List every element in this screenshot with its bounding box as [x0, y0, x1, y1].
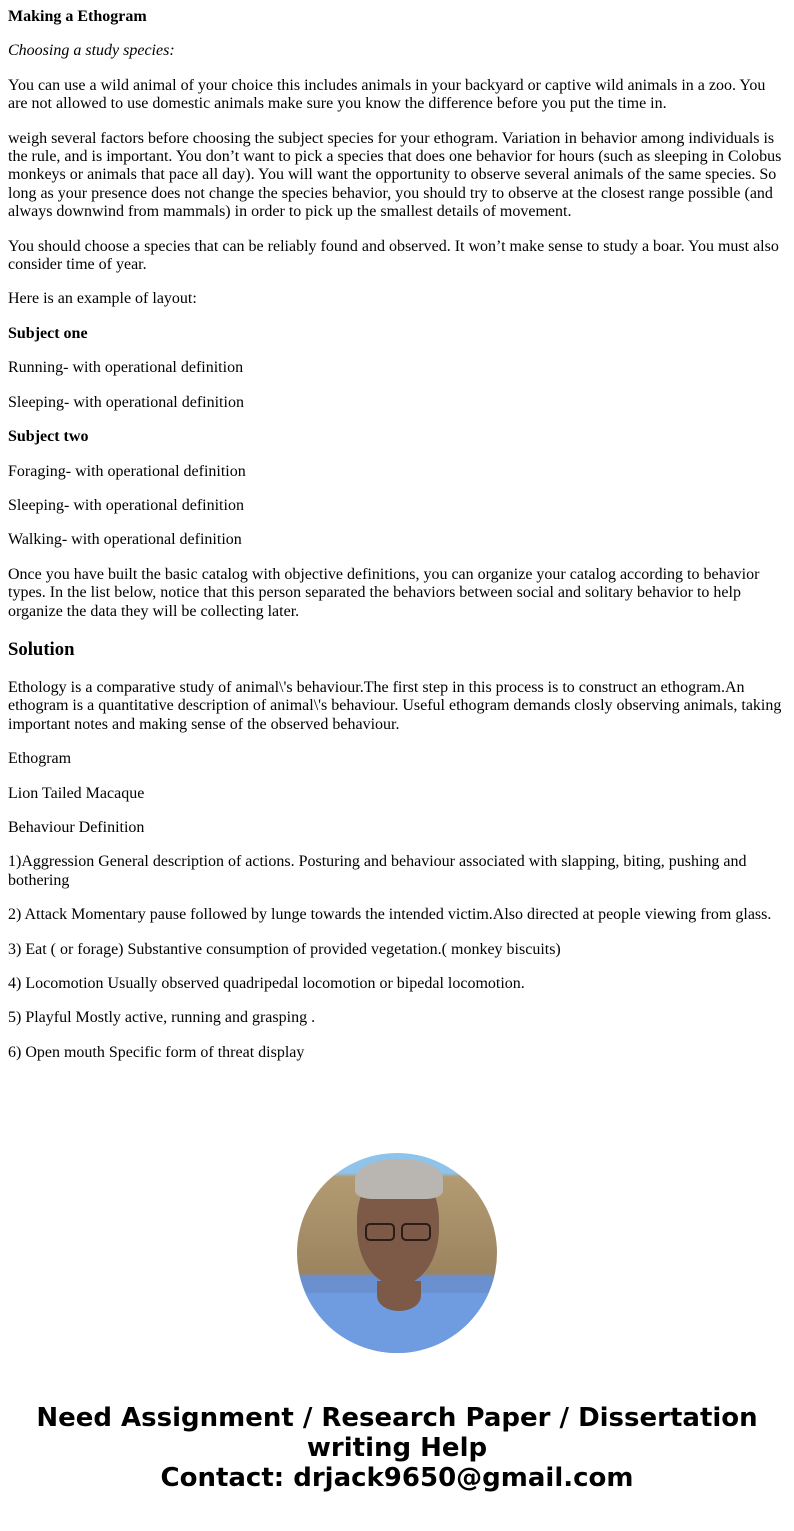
paragraph: Here is an example of layout:	[8, 290, 197, 308]
behaviour-item: 5) Playful Mostly active, running and grasping .	[8, 1009, 316, 1027]
document-body	[0, 8, 794, 1062]
behaviour-item: 6) Open mouth Specific form of threat display	[8, 1043, 305, 1061]
contact-banner	[0, 1403, 794, 1493]
paragraph: weigh several factors before choosing the subject species for your ethogram. Variation in behavior among individuals is the rule, and is important. You don’t want to pick a species that does one behavior for hours (such as sleeping in Colobus monkeys or animals that pace all day). You will want the opportunity to observe several animals of the same species. So long as your presence does not change the species behavior, you should try to observe at the closest range possible (and always downwind from mammals) in order to pick up the smallest details of movement.	[8, 129, 782, 221]
title-text: Making a Ethogram	[8, 8, 147, 25]
subtitle-text: Choosing a study species:	[8, 42, 175, 60]
list-item: Foraging- with operational definition	[8, 462, 246, 480]
photo-hair	[355, 1159, 443, 1199]
solution-line: Lion Tailed Macaque	[8, 784, 145, 802]
photo-neck	[377, 1281, 421, 1311]
solution-line: Ethogram	[8, 750, 72, 768]
solution-heading: Solution	[8, 638, 75, 660]
banner-line-1: Need Assignment / Research Paper / Dissertation writing Help	[36, 1403, 758, 1463]
paragraph: You should choose a species that can be reliably found and observed. It won’t make sense to study a boar. You must also consider time of year.	[8, 237, 779, 274]
doc-subtitle	[8, 42, 786, 60]
behaviour-item: 1)Aggression General description of actions. Posturing and behaviour associated with slapping, biting, pushing and bothering	[8, 853, 747, 889]
list-item: Sleeping- with operational definition	[8, 496, 244, 514]
behaviour-item: 2) Attack Momentary pause followed by lunge towards the intended victim.Also directed at people viewing from glass.	[8, 906, 772, 924]
solution-intro: Ethology is a comparative study of animal\'s behaviour.The first step in this process is to construct an ethogram.An ethogram is a quantitative description of animal\'s behaviour. Useful ethogram demands closly observing animals, taking important notes and making sense of the observed behaviour.	[8, 678, 782, 733]
subject-one-heading-text: Subject one	[8, 324, 88, 342]
subject-two-heading-text: Subject two	[8, 428, 89, 446]
paragraph: You can use a wild animal of your choice this includes animals in your backyard or captive wild animals in a zoo. You are not allowed to use domestic animals make sure you know the difference before you put the time in.	[8, 76, 766, 113]
list-item: Sleeping- with operational definition	[8, 393, 244, 411]
subject-two-heading	[8, 428, 786, 446]
closing-paragraph: Once you have built the basic catalog with objective definitions, you can organize your catalog according to behavior types. In the list below, notice that this person separated the behaviors between social and solitary behavior to help organize the data they will be collecting later.	[8, 565, 760, 620]
solution-line: Behaviour Definition	[8, 818, 145, 836]
list-item: Walking- with operational definition	[8, 531, 242, 549]
list-item: Running- with operational definition	[8, 359, 244, 377]
author-photo	[297, 1153, 497, 1353]
photo-glasses	[363, 1223, 433, 1241]
behaviour-item: 3) Eat ( or forage) Substantive consumption of provided vegetation.( monkey biscuits)	[8, 940, 561, 958]
subject-one-heading	[8, 325, 786, 343]
banner-contact: Contact: drjack9650@gmail.com	[160, 1463, 634, 1493]
doc-title	[8, 8, 786, 26]
behaviour-item: 4) Locomotion Usually observed quadripedal locomotion or bipedal locomotion.	[8, 975, 525, 992]
